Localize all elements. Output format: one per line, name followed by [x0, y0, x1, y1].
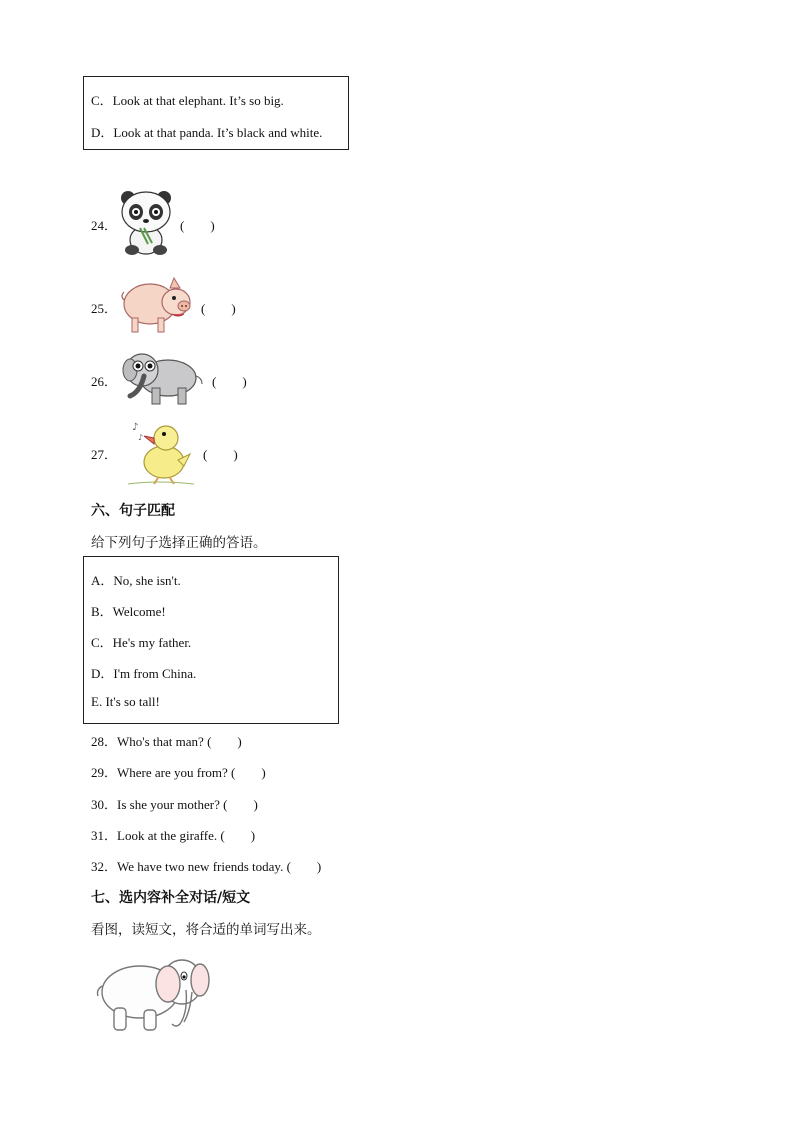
option-b: B．Welcome! [91, 604, 166, 619]
question-32[interactable]: 32．We have two new friends today. ( ) [91, 859, 322, 874]
options-box-section6 [83, 556, 339, 724]
question-31[interactable]: 31．Look at the giraffe. ( ) [91, 828, 256, 843]
option-c: C．Look at that elephant. It’s so big. [91, 93, 284, 108]
panda-picture [118, 188, 174, 256]
question-29[interactable]: 29．Where are you from? ( ) [91, 765, 266, 780]
section-6-title: 六、句子匹配 [91, 503, 175, 519]
option-a: A．No, she isn't. [91, 573, 181, 588]
answer-blank[interactable]: ( ) [201, 301, 236, 316]
question-28[interactable]: 28．Who's that man? ( ) [91, 734, 242, 749]
answer-blank[interactable]: ( ) [203, 447, 238, 462]
elephant-picture [122, 348, 204, 410]
option-d: D．Look at that panda. It’s black and white. [91, 125, 323, 140]
section-6-instruction: 给下列句子选择正确的答语。 [91, 535, 267, 551]
question-30[interactable]: 30．Is she your mother? ( ) [91, 797, 258, 812]
question-number: 25． [91, 301, 118, 316]
svg-text:♪: ♪ [132, 422, 139, 433]
elephant-picture-large [96, 952, 212, 1036]
question-number: 27． [91, 447, 118, 462]
section-7-instruction: 看图，读短文，将合适的单词写出来。 [91, 922, 321, 938]
option-e: E. It's so tall! [91, 694, 160, 709]
svg-text:♪: ♪ [138, 433, 144, 442]
section-7-title: 七、选内容补全对话/短文 [91, 890, 251, 906]
option-c: C．He's my father. [91, 635, 192, 650]
answer-blank[interactable]: ( ) [212, 374, 247, 389]
question-number: 24． [91, 218, 118, 233]
answer-blank[interactable]: ( ) [180, 218, 215, 233]
option-d: D．I'm from China. [91, 666, 197, 681]
question-number: 26． [91, 374, 118, 389]
options-box-top [83, 76, 349, 150]
pig-picture [120, 274, 192, 336]
duck-picture [126, 420, 196, 488]
